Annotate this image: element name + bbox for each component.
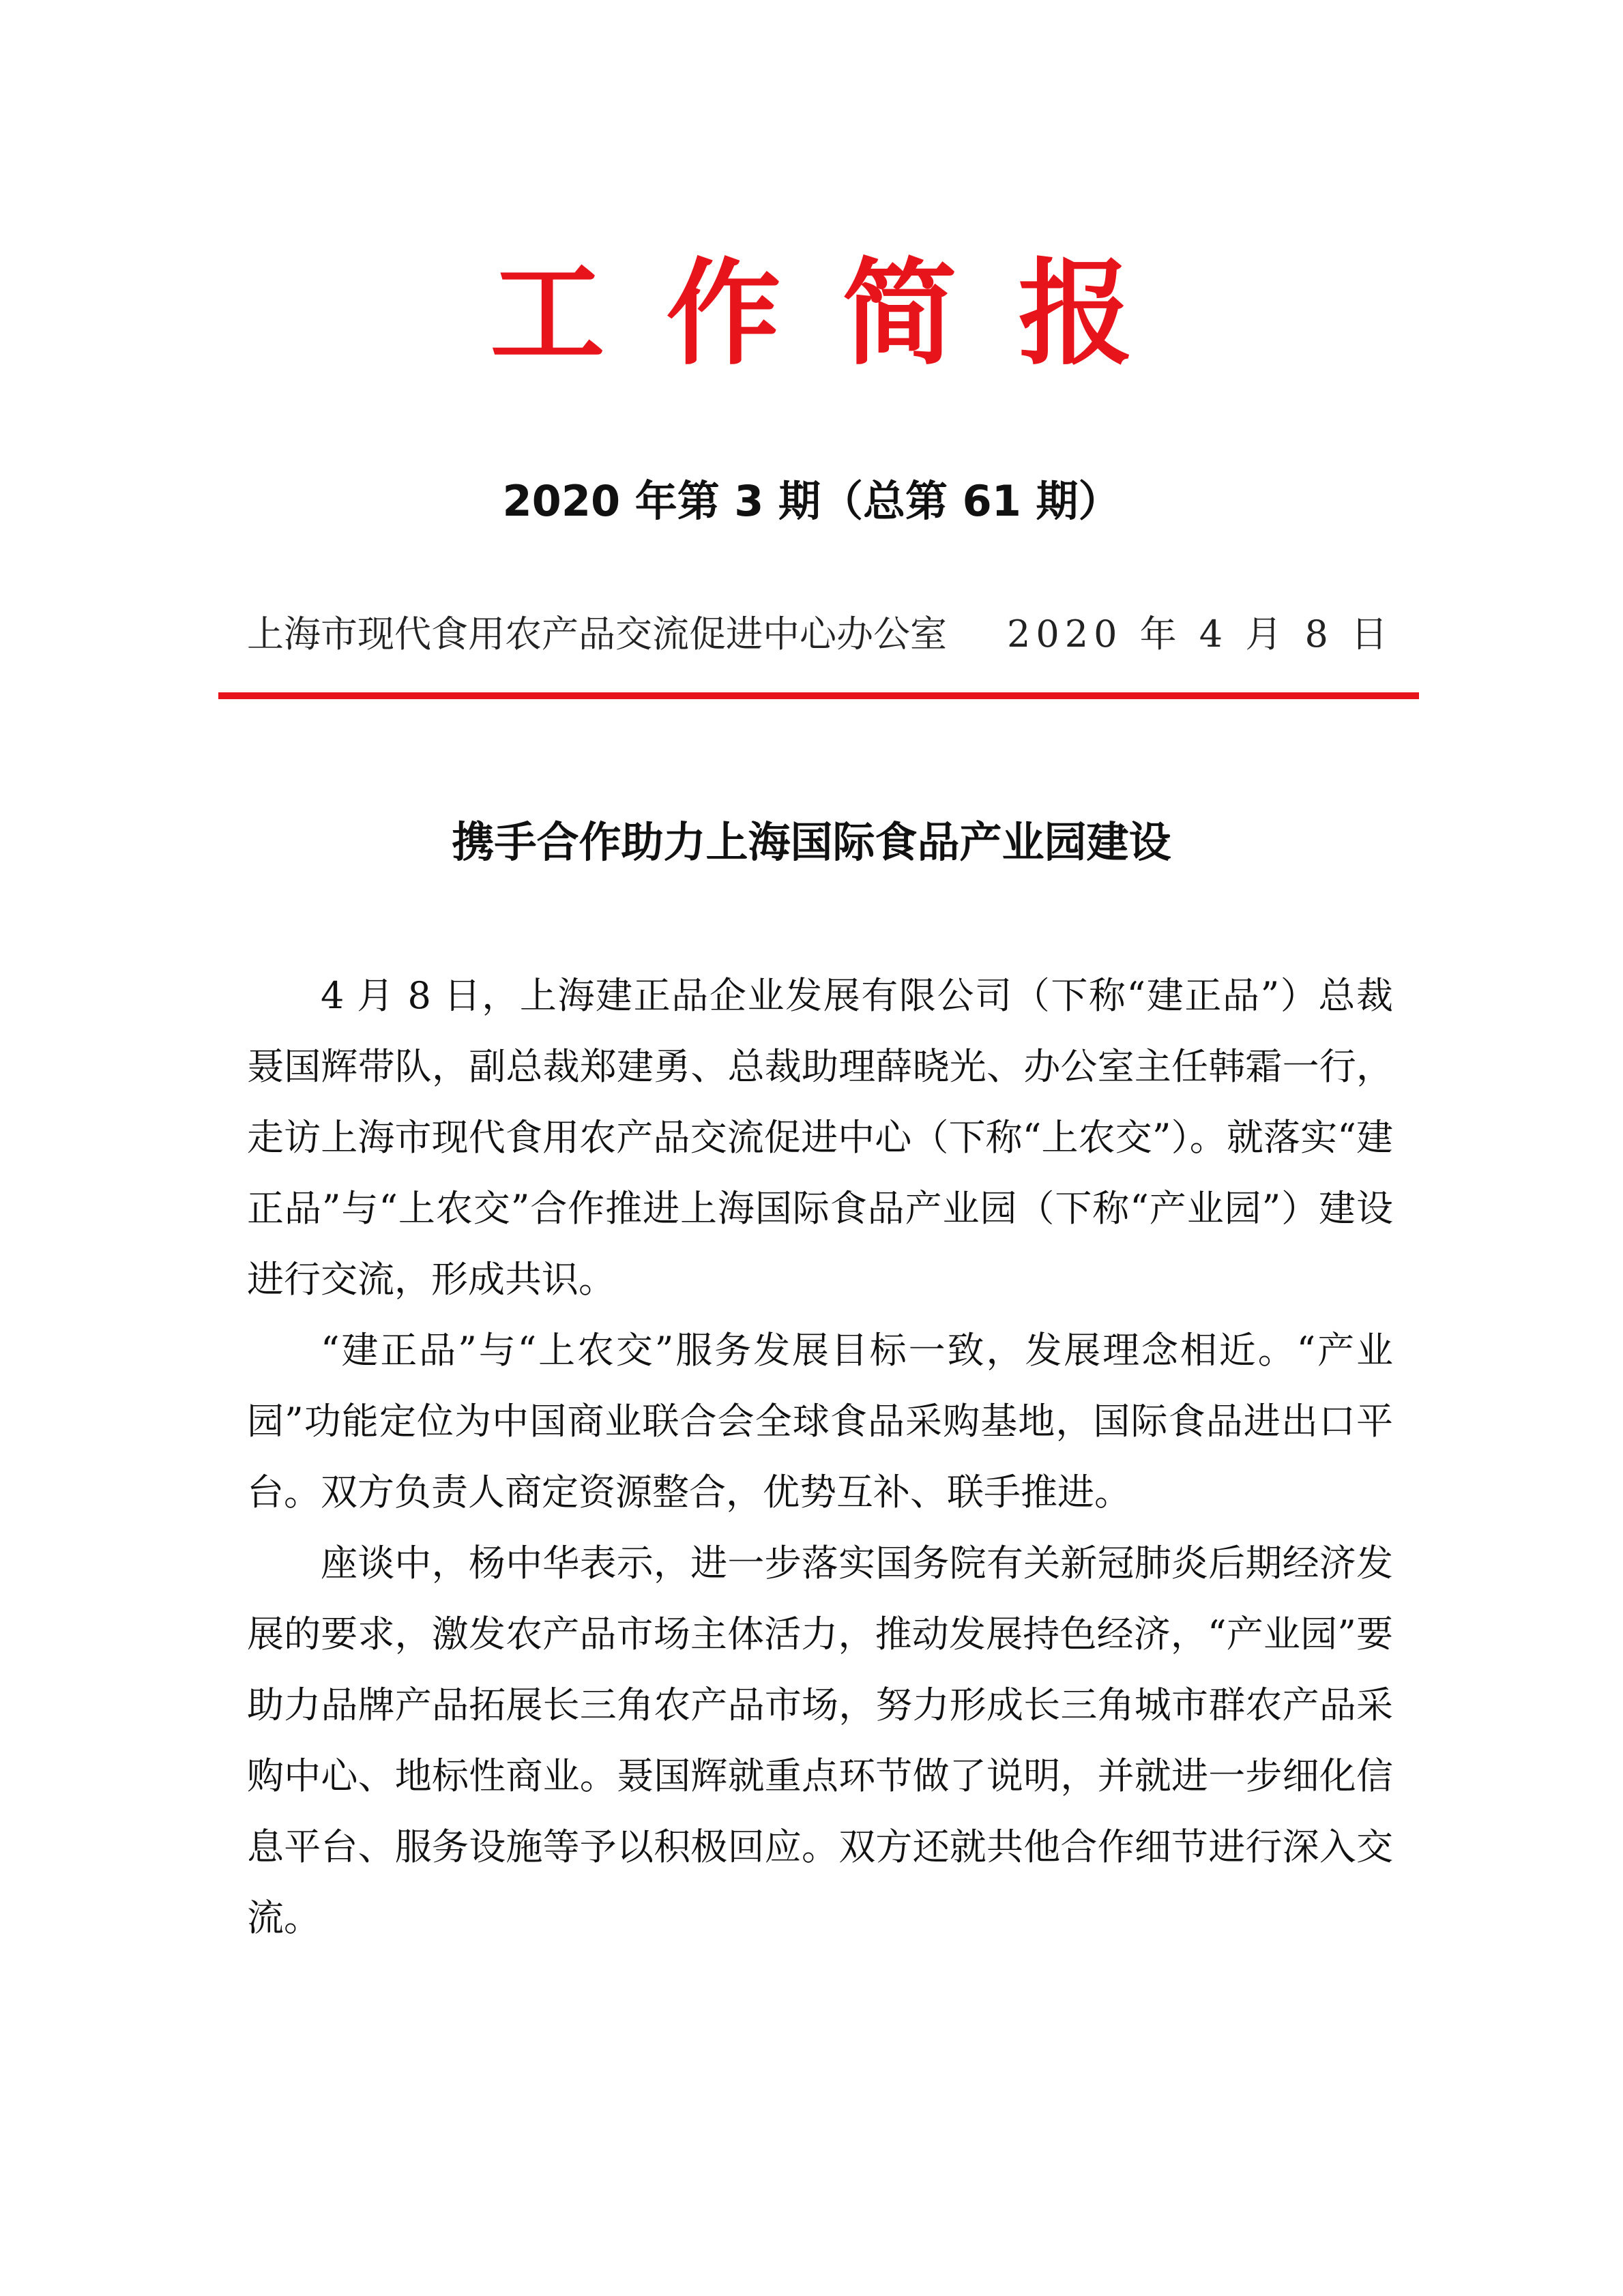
article-title: 携手合作助力上海国际食品产业园建设 [452, 817, 1171, 867]
issue-date: 2020 年 4 月 8 日 [1007, 613, 1393, 656]
issue-number: 2020 年第 3 期（总第 61 期） [502, 476, 1121, 526]
issuing-organization: 上海市现代食用农产品交流促进中心办公室 [247, 613, 947, 656]
meta-row [247, 600, 1393, 668]
article-body [247, 960, 1393, 1954]
paragraph-2: “建正品”与“上农交”服务发展目标一致，发展理念相近。“产业园”功能定位为中国商业联合会全球食品采购基地，国际食品进出口平台。双方负责人商定资源整合，优势互补、联手推进。 [247, 1329, 1393, 1514]
red-divider [218, 692, 1419, 699]
masthead-title: 工作简报 [490, 247, 1195, 381]
paragraph-3: 座谈中，杨中华表示，进一步落实国务院有关新冠肺炎后期经济发展的要求，激发农产品市场主体活力，推动发展持色经济，“产业园”要助力品牌产品拓展长三角农产品市场，努力形成长三角城市群农产品采购中心、地标性商业。聂国辉就重点环节做了说明，并就进一步细化信息平台、服务设施等予以积极回应。双方还就共他合作细节进行深入交流。 [247, 1542, 1393, 1939]
paragraph-1: 4 月 8 日，上海建正品企业发展有限公司（下称“建正品”）总裁聂国辉带队，副总裁郑建勇、总裁助理薛晓光、办公室主任韩霜一行，走访上海市现代食用农产品交流促进中心（下称“上农交”）。就落实“建正品”与“上农交”合作推进上海国际食品产业园（下称“产业园”）建设进行交流，形成共识。 [247, 974, 1393, 1301]
